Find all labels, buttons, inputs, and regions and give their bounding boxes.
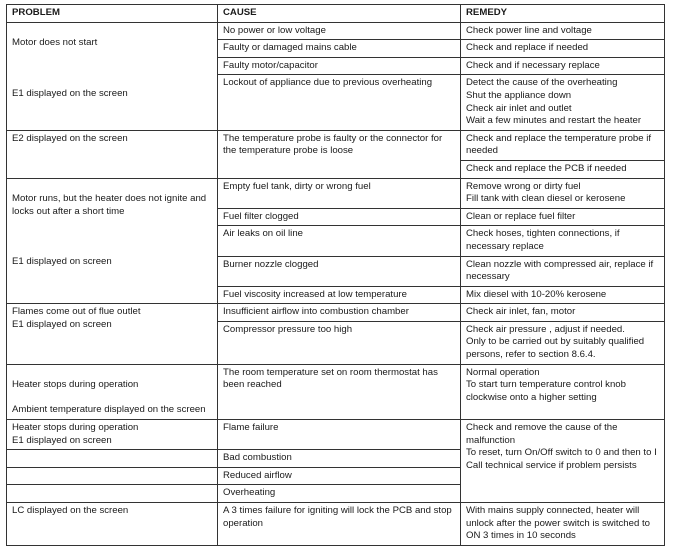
header-cause: CAUSE xyxy=(218,5,461,23)
remedy-cell: Clean or replace fuel filter xyxy=(461,208,665,226)
problem-cell-empty xyxy=(7,485,218,503)
remedy-cell: Check air pressure , adjust if needed. Only to be carried out by suitably qualified persons, refer to section 8.6.4. xyxy=(461,321,665,364)
remedy-cell: Check air inlet, fan, motor xyxy=(461,304,665,322)
remedy-cell: Check power line and voltage xyxy=(461,22,665,40)
header-remedy: REMEDY xyxy=(461,5,665,23)
troubleshooting-table xyxy=(6,4,665,546)
cause-cell: Reduced airflow xyxy=(218,467,461,485)
cause-cell: Lockout of appliance due to previous overheating xyxy=(218,75,461,130)
problem-cell xyxy=(7,364,218,419)
table-row xyxy=(7,22,665,40)
remedy-cell: Check and remove the cause of the malfunction To reset, turn On/Off switch to 0 and then to I Call technical service if problem persists xyxy=(461,420,665,503)
problem-cell: Flames come out of flue outlet E1 displayed on screen xyxy=(7,304,218,364)
cause-cell: Insufficient airflow into combustion chamber xyxy=(218,304,461,322)
table-row xyxy=(7,178,665,208)
table-row xyxy=(7,304,665,322)
cause-cell: Faulty motor/capacitor xyxy=(218,57,461,75)
problem-text: Motor runs, but the heater does not ignite and locks out after a short time xyxy=(12,193,207,217)
cause-cell xyxy=(218,420,461,450)
problem-cell xyxy=(7,178,218,304)
remedy-cell: Clean nozzle with compressed air, replace if necessary xyxy=(461,256,665,286)
cause-cell: A 3 times failure for igniting will lock the PCB and stop operation xyxy=(218,503,461,546)
problem-text: Heater stops during operation xyxy=(12,379,139,391)
table-row xyxy=(7,503,665,546)
table-row xyxy=(7,420,665,450)
troubleshooting-table-wrapper xyxy=(6,4,665,546)
table-row xyxy=(7,130,665,160)
remedy-cell: Check and if necessary replace xyxy=(461,57,665,75)
cause-cell: Bad combustion xyxy=(218,450,461,468)
cause-cell: Burner nozzle clogged xyxy=(218,256,461,286)
problem-text-secondary: E1 displayed on screen xyxy=(12,256,112,268)
header-problem: PROBLEM xyxy=(7,5,218,23)
problem-text-secondary: Ambient temperature displayed on the screen xyxy=(12,404,206,416)
problem-cell-empty xyxy=(7,450,218,468)
problem-cell: LC displayed on the screen xyxy=(7,503,218,546)
cause-text: Flame failure xyxy=(223,422,279,434)
header-row xyxy=(7,5,665,23)
cause-cell: Faulty or damaged mains cable xyxy=(218,40,461,58)
problem-text-secondary: E1 displayed on the screen xyxy=(12,87,128,99)
cause-cell: Fuel viscosity increased at low temperature xyxy=(218,286,461,304)
remedy-cell: Check and replace the temperature probe if needed xyxy=(461,130,665,160)
cause-cell: Air leaks on oil line xyxy=(218,226,461,256)
remedy-cell: With mains supply connected, heater will unlock after the power switch is switched to ON 3 times in 10 seconds xyxy=(461,503,665,546)
remedy-cell: Mix diesel with 10-20% kerosene xyxy=(461,286,665,304)
cause-cell: Fuel filter clogged xyxy=(218,208,461,226)
table-row xyxy=(7,364,665,419)
problem-cell: Heater stops during operation E1 displayed on screen xyxy=(7,420,218,450)
cause-cell: Empty fuel tank, dirty or wrong fuel xyxy=(218,178,461,208)
problem-cell-empty xyxy=(7,467,218,485)
remedy-cell: Detect the cause of the overheating Shut the appliance down Check air inlet and outlet Wait a few minutes and restart the heater xyxy=(461,75,665,130)
problem-text: Motor does not start xyxy=(12,37,98,49)
remedy-cell: Check and replace if needed xyxy=(461,40,665,58)
cause-cell: Compressor pressure too high xyxy=(218,321,461,364)
remedy-cell: Check and replace the PCB if needed xyxy=(461,160,665,178)
cause-cell: Overheating xyxy=(218,485,461,503)
cause-cell: No power or low voltage xyxy=(218,22,461,40)
remedy-cell: Normal operation To start turn temperature control knob clockwise onto a higher setting xyxy=(461,364,665,419)
cause-cell: The room temperature set on room thermostat has been reached xyxy=(218,364,461,419)
problem-cell xyxy=(7,22,218,130)
cause-cell: The temperature probe is faulty or the connector for the temperature probe is loose xyxy=(218,130,461,178)
remedy-cell: Check hoses, tighten connections, if necessary replace xyxy=(461,226,665,256)
remedy-cell: Remove wrong or dirty fuel Fill tank with clean diesel or kerosene xyxy=(461,178,665,208)
problem-cell: E2 displayed on the screen xyxy=(7,130,218,178)
